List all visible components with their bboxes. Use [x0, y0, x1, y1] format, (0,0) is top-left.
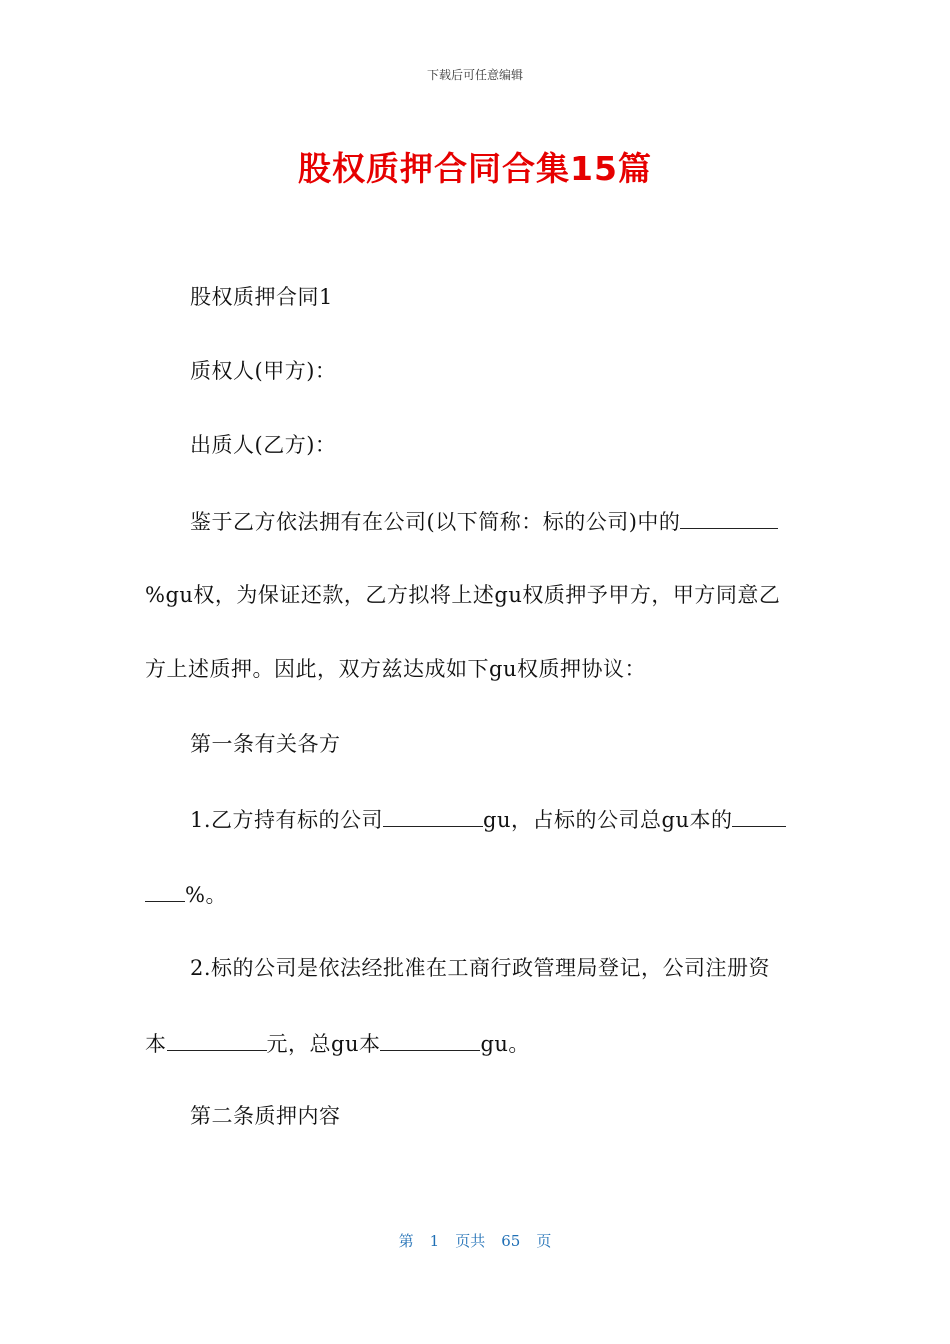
- footer-prefix: 第: [398, 1232, 414, 1250]
- clause-1-text-c: %。: [185, 883, 227, 907]
- paragraph-contract-heading: 股权质押合同1: [190, 285, 333, 309]
- paragraph-recital-line-2: %gu权，为保证还款，乙方拟将上述gu权质押予甲方，甲方同意乙: [145, 583, 781, 607]
- clause-1-line-2: [145, 883, 227, 906]
- page-footer: [0, 1230, 950, 1251]
- paragraph-pledgor: 出质人(乙方)：: [190, 433, 337, 457]
- clause-2-text-a: 本: [145, 1032, 167, 1056]
- blank-line: [732, 808, 786, 827]
- footer-total-pages: 65: [501, 1232, 521, 1250]
- blank-line: [167, 1032, 267, 1051]
- clause-2-line-2: [145, 1032, 530, 1055]
- footer-middle: 页共: [455, 1232, 486, 1250]
- blank-line: [145, 883, 185, 902]
- clause-1-text-a: 1.乙方持有标的公司: [190, 808, 384, 832]
- document-title: 股权质押合同合集15篇: [298, 149, 652, 188]
- paragraph-pledgee: 质权人(甲方)：: [190, 359, 337, 383]
- paragraph-recital-line-1: [190, 510, 778, 533]
- clause-2-text-c: gu。: [480, 1032, 530, 1056]
- blank-line: [680, 510, 778, 529]
- paragraph-recital-line-3: 方上述质押。因此，双方兹达成如下gu权质押协议：: [145, 657, 646, 681]
- recital-text: 鉴于乙方依法拥有在公司(以下简称：标的公司)中的: [190, 510, 681, 534]
- blank-line: [380, 1032, 480, 1051]
- footer-suffix: 页: [536, 1232, 552, 1250]
- footer-current-page: 1: [429, 1232, 440, 1250]
- article-2-heading: 第二条质押内容: [190, 1104, 341, 1128]
- clause-2-line-1: 2.标的公司是依法经批准在工商行政管理局登记，公司注册资: [190, 956, 771, 980]
- header-note: 下载后可任意编辑: [426, 68, 523, 82]
- clause-1-text-b: gu，占标的公司总gu本的: [483, 808, 733, 832]
- clause-2-text-b: 元，总gu本: [266, 1032, 381, 1056]
- blank-line: [383, 808, 483, 827]
- article-1-heading: 第一条有关各方: [190, 732, 341, 756]
- clause-1-line-1: [190, 808, 786, 831]
